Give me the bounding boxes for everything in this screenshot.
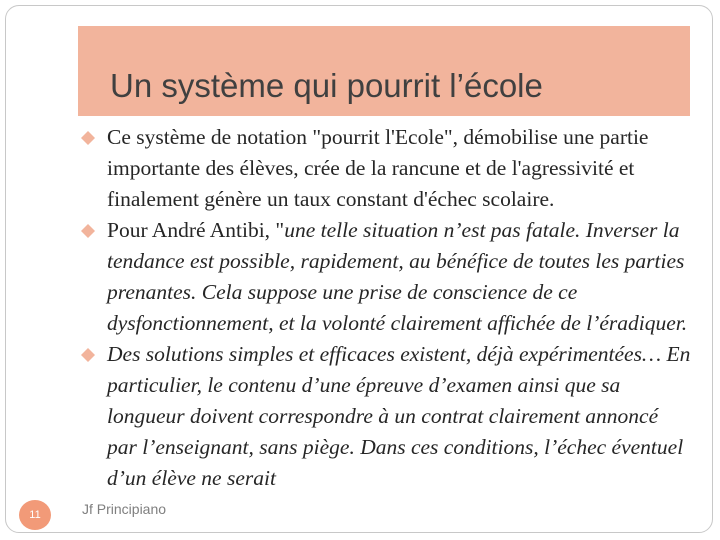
bullet-quote: Des solutions simples et efficaces existent, déjà expérimentées… En particulier, le contenu d’une épreuve d’examen ainsi que sa longueur doivent correspondre à un contrat clairement annoncé par l’enseignant, sans piège. Dans ces conditions, l’échec éventuel d’un élève ne serait <box>107 342 691 490</box>
slide-title: Un système qui pourrit l’école <box>110 67 543 104</box>
diamond-bullet-icon <box>81 131 95 145</box>
bullet-text: Ce système de notation "pourrit l'Ecole", démobilise une partie importante des élèves, crée de la rancune et de l'agressivité et finalement génère un taux constant d'échec scolaire. <box>107 125 649 211</box>
bullet-quote: une telle situation n’est pas fatale. Inverser la tendance est possible, rapidement, au bénéfice de toutes les parties prenantes. Cela suppose une prise de conscience de ce dysfonctionnement, et la volonté clairement affichée de l’éradiquer. <box>107 218 688 335</box>
bullet-item <box>81 339 691 494</box>
bullet-item <box>81 215 691 339</box>
bullet-item <box>81 122 691 215</box>
diamond-bullet-icon <box>81 348 95 362</box>
slide-content <box>81 122 691 494</box>
slide-number-badge: 11 <box>19 500 51 530</box>
diamond-bullet-icon <box>81 224 95 238</box>
footer-author: Jf Principiano <box>82 501 167 517</box>
bullet-text: Pour André Antibi, " <box>107 218 285 242</box>
title-band <box>78 26 690 116</box>
slide-frame <box>5 5 713 533</box>
